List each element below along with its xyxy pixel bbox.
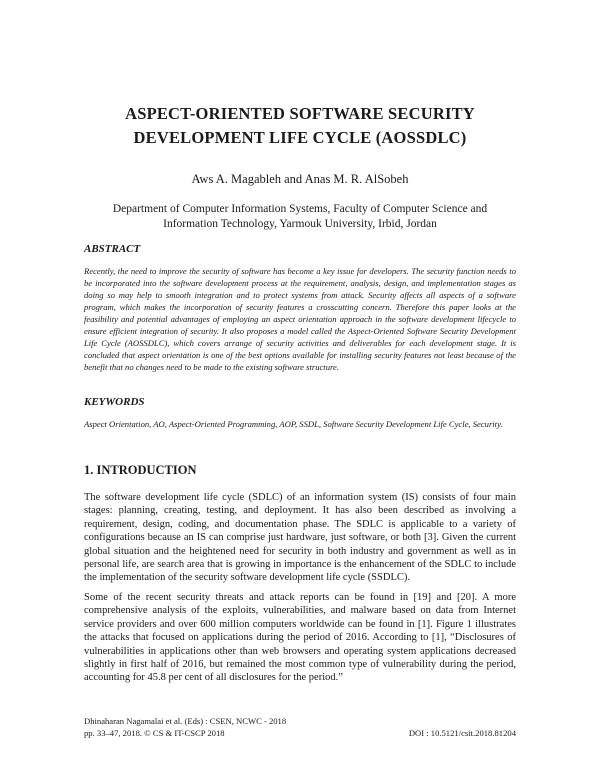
paper-title [40,102,560,150]
title-line-2: DEVELOPMENT LIFE CYCLE (AOSSDLC) [133,128,467,147]
affiliation-line-2: Information Technology, Yarmouk University, Irbid, Jordan [163,218,437,230]
footer-line-2: pp. 33–47, 2018. © CS & IT-CSCP 2018 [84,728,225,738]
section-1-heading: 1. INTRODUCTION [84,463,197,477]
affiliation-line-1: Department of Computer Information Systems, Faculty of Computer Science and [112,203,488,215]
keywords-heading: KEYWORDS [84,396,145,408]
abstract-heading: ABSTRACT [84,243,141,255]
intro-paragraph-2: Some of the recent security threats and attack reports can be found in [19] and [20]. A more comprehensive analysis of the exploits, vulnerabilities, and malware based on data from Internet service providers and over 600 million computers worldwide can be found in [1]. Figure 1 illustrates the attacks that focused on applications during the period of 2016. According to [1], “Disclosures of vulnerabilities in applications other than web browsers and operating system applications decreased slightly in first half of 2016, but remained the most common type of vulnerability during the period, accounting for 45.8 per cent of all disclosures for the period.” [84,592,516,684]
footer-citation [84,715,286,739]
abstract-text: Recently, the need to improve the security of software has become a key issue for developers. The security function needs to be incorporated into the software development process at the requirement, analysis, design, and implementation stages as doing so may help to smooth integration and to protect systems from attack. Security affects all aspects of a software program, which makes the incorporation of security features a crosscutting concern. Therefore this paper looks at the feasibility and potential advantages of employing an aspect orientation approach in the software development lifecycle to ensure efficient integration of security. It also proposes a model called the Aspect-Oriented Software Security Development Life Cycle (AOSSDLC), which covers arrange of security activities and deliverables for each development stage. It is concluded that aspect orientation is one of the best options available for installing security features not least because of the benefit that no changes need to be made to the existing software structure. [84,266,516,372]
title-line-1: ASPECT-ORIENTED SOFTWARE SECURITY [125,104,475,123]
footer-line-1: Dhinaharan Nagamalai et al. (Eds) : CSEN, NCWC - 2018 [84,716,287,726]
keywords-text: Aspect Orientation, AO, Aspect-Oriented Programming, AOP, SSDL, Software Security Development Life Cycle, Security. [84,419,503,429]
authors: Aws A. Magableh and Anas M. R. AlSobeh [191,172,409,186]
affiliation [95,202,505,232]
intro-paragraph-1: The software development life cycle (SDLC) of an information system (IS) consists of four main stages: planning, creating, testing, and deployment. It has also been described as involving a requirement, design, coding, and documentation phase. The SDLC is applicable to a variety of configurations because an IS can comprise just hardware, just software, or both [3]. Given the current global situation and the heightened need for security in both industry and government as well as in personal life, are search area that is growing in importance is the enhancement of the SDLC to include the implementation of the security software development life cycle (SSDLC). [84,492,516,584]
footer-doi: DOI : 10.5121/csit.2018.81204 [408,728,516,738]
